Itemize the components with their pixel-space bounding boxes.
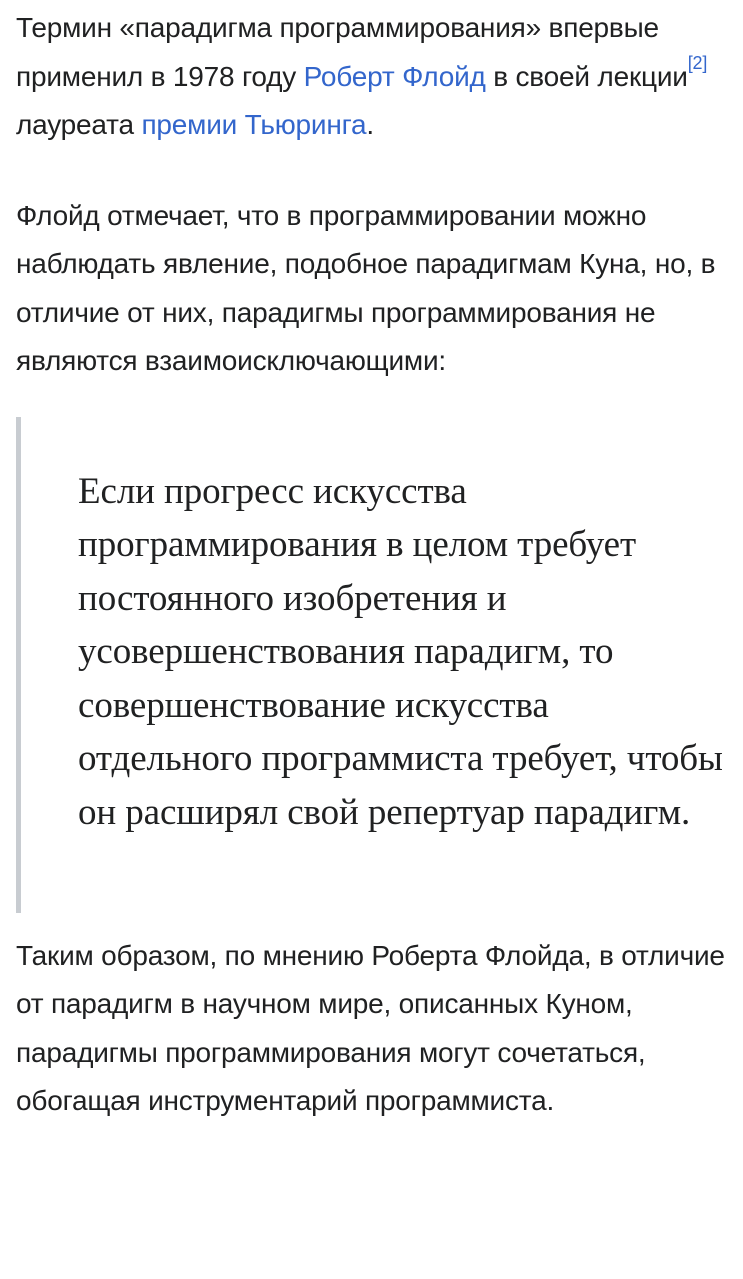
reference-citation[interactable] <box>688 53 707 73</box>
reference-link[interactable]: [2] <box>687 52 708 73</box>
quote-text: Если прогресс искусства программирования в целом требует постоянного изобретения и усовершенствования парадигм, то совершенствование искусства отдельного программиста требует, чтобы он расширял свой репертуар парадигм. <box>78 470 723 833</box>
link-turing-award[interactable]: премии Тьюринга <box>141 109 367 140</box>
paragraph-term-origin <box>16 0 731 150</box>
article-content <box>16 0 731 1126</box>
paragraph-text: лауреата <box>16 109 142 140</box>
paragraph-text: . <box>366 109 374 140</box>
blockquote <box>16 417 731 913</box>
paragraph-conclusion: Таким образом, по мнению Роберта Флойда, в отличие от парадигм в научном мире, описанных Куном, парадигмы программирования могут сочетаться, обогащая инструментарий программиста. <box>16 939 725 1116</box>
paragraph-text: в своей лекции <box>485 60 688 92</box>
link-robert-floyd[interactable]: Роберт Флойд <box>303 60 486 92</box>
paragraph-floyd-remark: Флойд отмечает, что в программировании можно наблюдать явление, подобное парадигмам Куна, но, в отличие от них, парадигмы программирования не являются взаимоисключающими: <box>16 199 716 376</box>
paragraph-text: Термин «парадигма программирования» впервые применил в 1978 году <box>16 12 659 92</box>
